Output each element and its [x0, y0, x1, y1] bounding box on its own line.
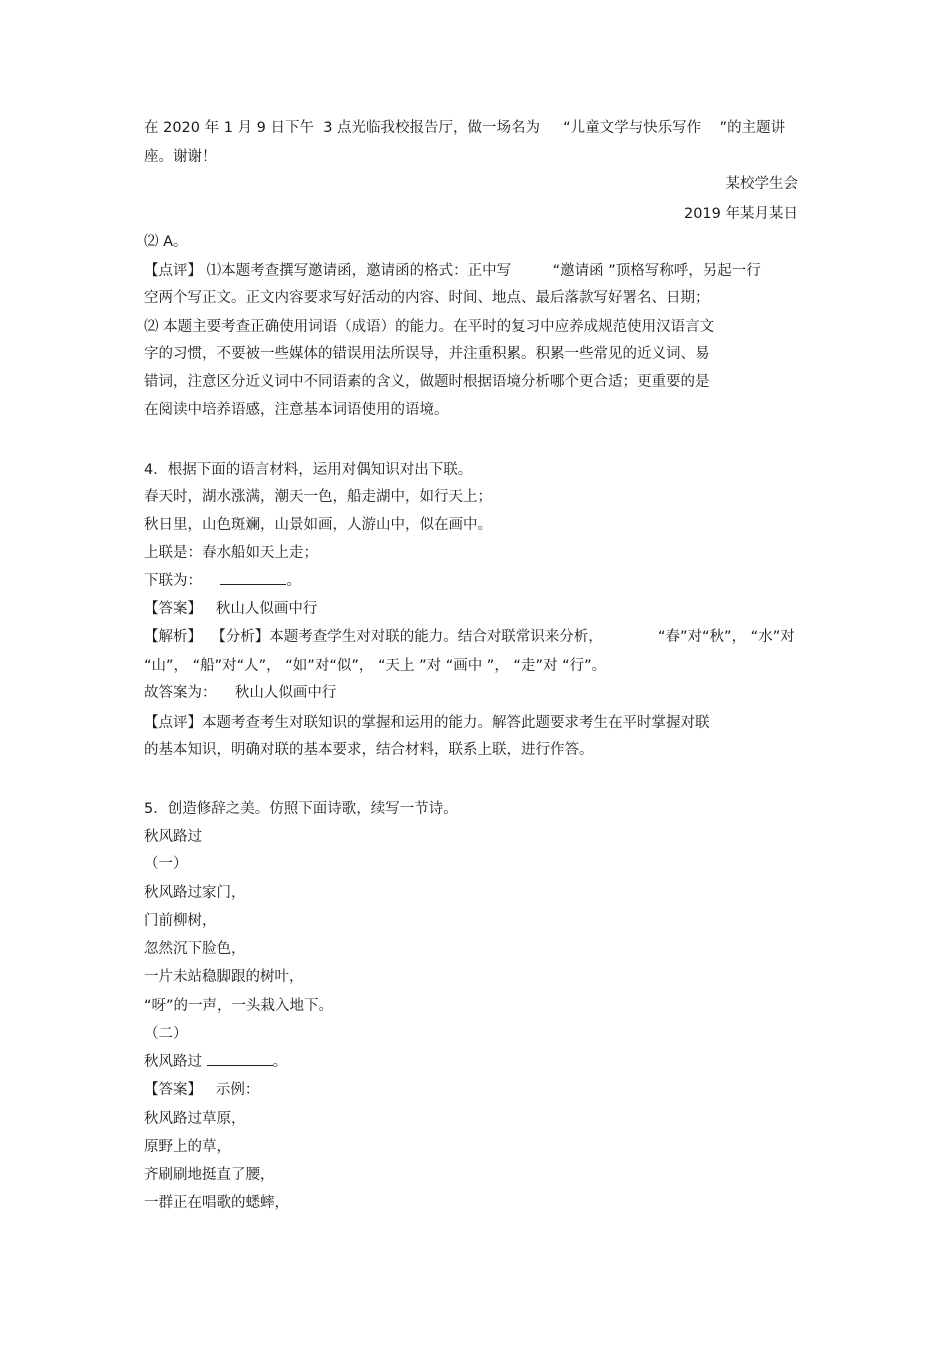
- q3-comment-2c: 错词，注意区分近义词中不同语素的含义，做题时根据语境分析哪个更合适；更重要的是: [144, 374, 710, 390]
- q5-continue-line: [144, 1053, 287, 1071]
- q4-final-answer: 故答案为： 秋山人似画中行: [144, 685, 337, 701]
- q4-analysis-2: “山”， “船”对“人”， “如”对“似”， “天上 ”对 “画中 ”， “走”对 “行”。: [144, 658, 607, 674]
- q3-comment-1a: 【点评】 ⑴本题考查撰写邀请函，邀请函的格式：正中写 “邀请函 ”顶格写称呼，另起一行: [144, 263, 761, 279]
- q5-continue-suffix: 。: [272, 1054, 288, 1070]
- q3-comment-1b: 空两个写正文。正文内容要求写好活动的内容、时间、地点、最后落款写好署名、日期；: [144, 290, 710, 306]
- invite-signature: 某校学生会: [725, 176, 798, 192]
- q5-poem-line-1: 秋风路过家门，: [144, 885, 246, 901]
- q3-answer-2: ⑵ A。: [144, 234, 188, 250]
- q4-comment-1: 【点评】本题考查考生对联知识的掌握和运用的能力。解答此题要求考生在平时掌握对联: [144, 715, 710, 731]
- q4-upper-couplet: 上联是：春水船如天上走；: [144, 545, 318, 561]
- q5-answer-line-1: 秋风路过草原，: [144, 1111, 246, 1127]
- q5-poem-title: 秋风路过: [144, 829, 202, 845]
- q5-continue-prefix: 秋风路过: [144, 1054, 207, 1070]
- q5-poem-line-2: 门前柳树，: [144, 913, 217, 929]
- q5-part-1: （一）: [144, 856, 188, 872]
- q5-poem-line-5: “呀”的一声，一头栽入地下。: [144, 998, 334, 1014]
- q4-analysis-1: 【解析】 【分析】本题考查学生对对联的能力。结合对联常识来分析， “春”对“秋”， “水”对: [144, 629, 795, 645]
- invite-line-1: 在 2020 年 1 月 9 日下午 3 点光临我校报告厅，做一场名为 “儿童文学与快乐写作 ”的主题讲: [144, 120, 786, 136]
- q4-lower-prefix: 下联为：: [144, 573, 202, 589]
- q4-material-2: 秋日里，山色斑斓，山景如画，人游山中，似在画中。: [144, 517, 492, 533]
- q5-poem-line-3: 忽然沉下脸色，: [144, 941, 246, 957]
- q4-title: 4．根据下面的语言材料，运用对偶知识对出下联。: [144, 462, 473, 478]
- q3-comment-2a: ⑵ 本题主要考查正确使用词语（成语）的能力。在平时的复习中应养成规范使用汉语言文: [144, 319, 715, 335]
- q5-poem-line-4: 一片未站稳脚跟的树叶，: [144, 969, 304, 985]
- q3-comment-2b: 字的习惯，不要被一些媒体的错误用法所误导，并注重积累。积累一些常见的近义词、易: [144, 346, 710, 362]
- q4-material-1: 春天时，湖水涨满，潮天一色，船走湖中，如行天上；: [144, 489, 492, 505]
- q4-lower-couplet: [144, 572, 301, 590]
- invite-date: 2019 年某月某日: [683, 206, 798, 222]
- fill-blank: [207, 1053, 273, 1066]
- q5-answer: 【答案】 示例：: [144, 1082, 260, 1098]
- q4-lower-suffix: 。: [286, 573, 301, 589]
- fill-blank: [220, 572, 286, 585]
- q5-answer-line-4: 一群正在唱歌的蟋蟀，: [144, 1195, 289, 1211]
- q5-title: 5．创造修辞之美。仿照下面诗歌，续写一节诗。: [144, 801, 458, 817]
- q3-comment-2d: 在阅读中培养语感，注意基本词语使用的语境。: [144, 402, 449, 418]
- q4-answer: 【答案】 秋山人似画中行: [144, 601, 318, 617]
- q5-part-2: （二）: [144, 1026, 188, 1042]
- invite-line-2: 座。谢谢！: [144, 149, 217, 165]
- q5-answer-line-3: 齐刷刷地挺直了腰，: [144, 1167, 275, 1183]
- q4-comment-2: 的基本知识，明确对联的基本要求，结合材料，联系上联，进行作答。: [144, 742, 594, 758]
- q5-answer-line-2: 原野上的草，: [144, 1139, 231, 1155]
